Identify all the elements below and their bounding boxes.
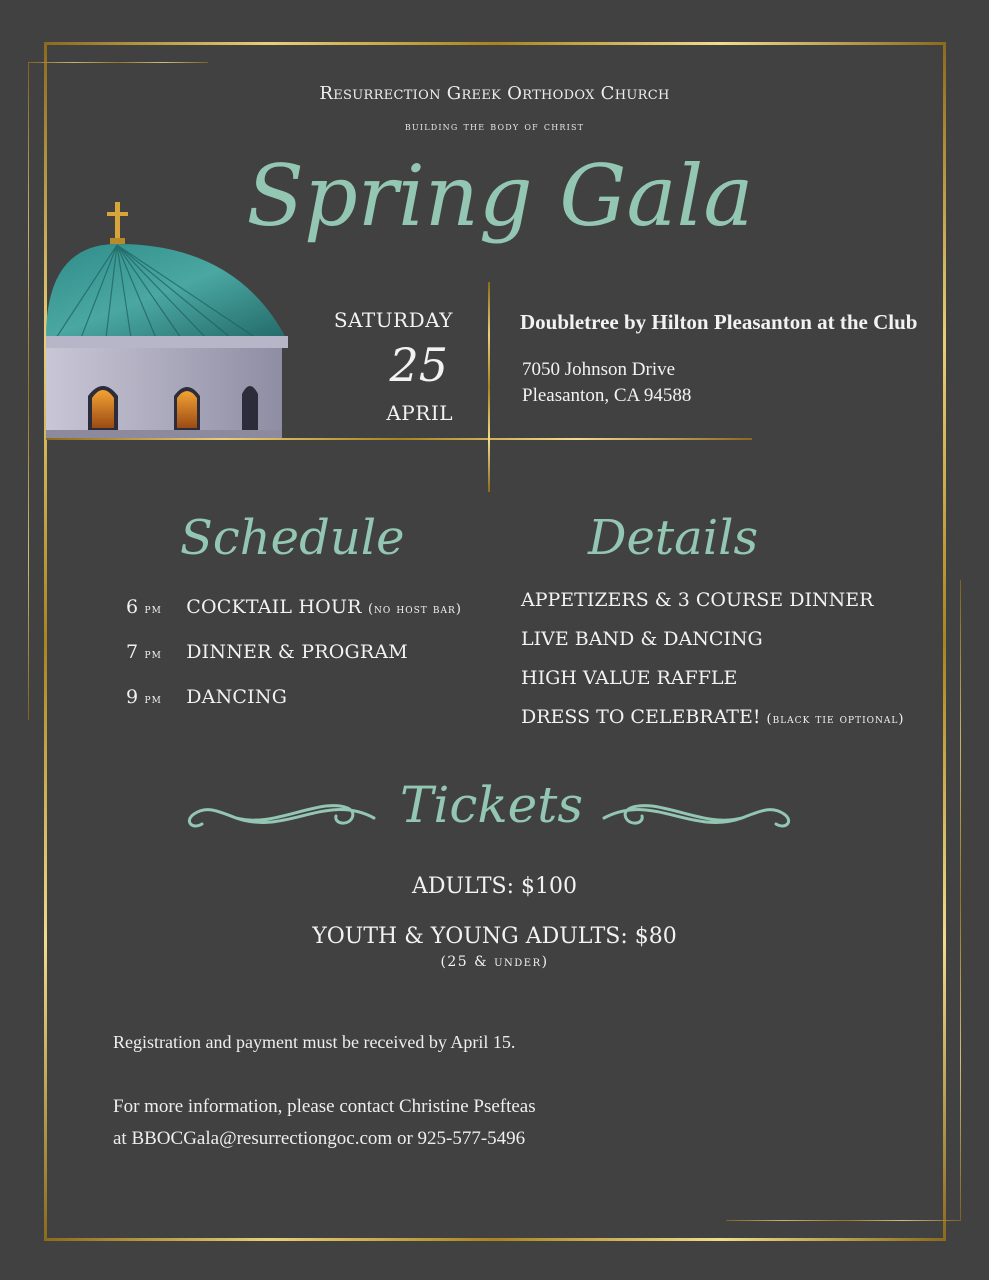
contact-line1: For more information, please contact Christine Psefteas <box>113 1096 536 1117</box>
church-dome-image <box>46 198 290 442</box>
venue-address-line1: 7050 Johnson Drive <box>522 359 676 380</box>
registration-deadline: Registration and payment must be received by April 15. <box>113 1032 516 1052</box>
event-title: Spring Gala <box>246 147 754 245</box>
schedule-item <box>126 596 462 618</box>
schedule-time: 7 <box>126 641 139 663</box>
ticket-adult-price: ADULTS: $100 <box>411 874 578 899</box>
details-item-text: LIVE BAND & DANCING <box>521 628 763 650</box>
details-item <box>521 628 763 650</box>
ticket-youth-note: (25 & under) <box>440 954 549 970</box>
church-name: Resurrection Greek Orthodox Church <box>319 83 670 104</box>
details-item-text: DRESS TO CELEBRATE! <box>521 706 761 728</box>
date-day: 25 <box>389 338 448 392</box>
schedule-note: (no host bar) <box>367 602 462 617</box>
flourish-right-icon <box>602 796 802 836</box>
details-heading: Details <box>588 510 759 566</box>
ticket-youth-price: YOUTH & YOUNG ADULTS: $80 <box>312 924 677 949</box>
details-item-text: HIGH VALUE RAFFLE <box>521 667 738 689</box>
details-item-text: APPETIZERS & 3 COURSE DINNER <box>521 589 874 611</box>
schedule-pm: pm <box>144 647 162 662</box>
schedule-time: 6 <box>126 596 139 618</box>
schedule-item <box>126 686 287 708</box>
frame-top <box>44 42 946 45</box>
schedule-event: COCKTAIL HOUR <box>186 596 362 618</box>
accent-line-bottom <box>726 1220 961 1221</box>
details-item-note: (black tie optional) <box>766 712 905 727</box>
venue-name: Doubletree by Hilton Pleasanton at the Club <box>520 310 918 334</box>
accent-line-top <box>28 62 208 63</box>
flourish-left-icon <box>176 796 376 836</box>
details-item <box>521 589 873 611</box>
details-item <box>521 706 904 728</box>
contact-line2: at BBOCGala@resurrectiongoc.com or 925-577-5496 <box>113 1128 526 1149</box>
schedule-pm: pm <box>144 692 162 707</box>
accent-line-left <box>28 62 29 720</box>
venue-divider-vertical <box>488 282 490 492</box>
venue-divider-horizontal <box>46 438 752 440</box>
frame-bottom <box>44 1238 946 1241</box>
tickets-heading: Tickets <box>400 776 583 834</box>
schedule-pm: pm <box>144 602 162 617</box>
frame-right <box>943 42 946 1241</box>
schedule-heading: Schedule <box>180 510 405 566</box>
schedule-event: DANCING <box>186 686 288 708</box>
schedule-time: 9 <box>126 686 139 708</box>
date-weekday: SATURDAY <box>333 308 453 332</box>
date-month: APRIL <box>386 401 453 425</box>
accent-line-right <box>960 580 961 1220</box>
schedule-event: DINNER & PROGRAM <box>186 641 408 663</box>
schedule-item <box>126 641 408 663</box>
tagline: building the body of christ <box>404 119 585 133</box>
details-item <box>521 667 737 689</box>
venue-address-line2: Pleasanton, CA 94588 <box>522 385 692 406</box>
